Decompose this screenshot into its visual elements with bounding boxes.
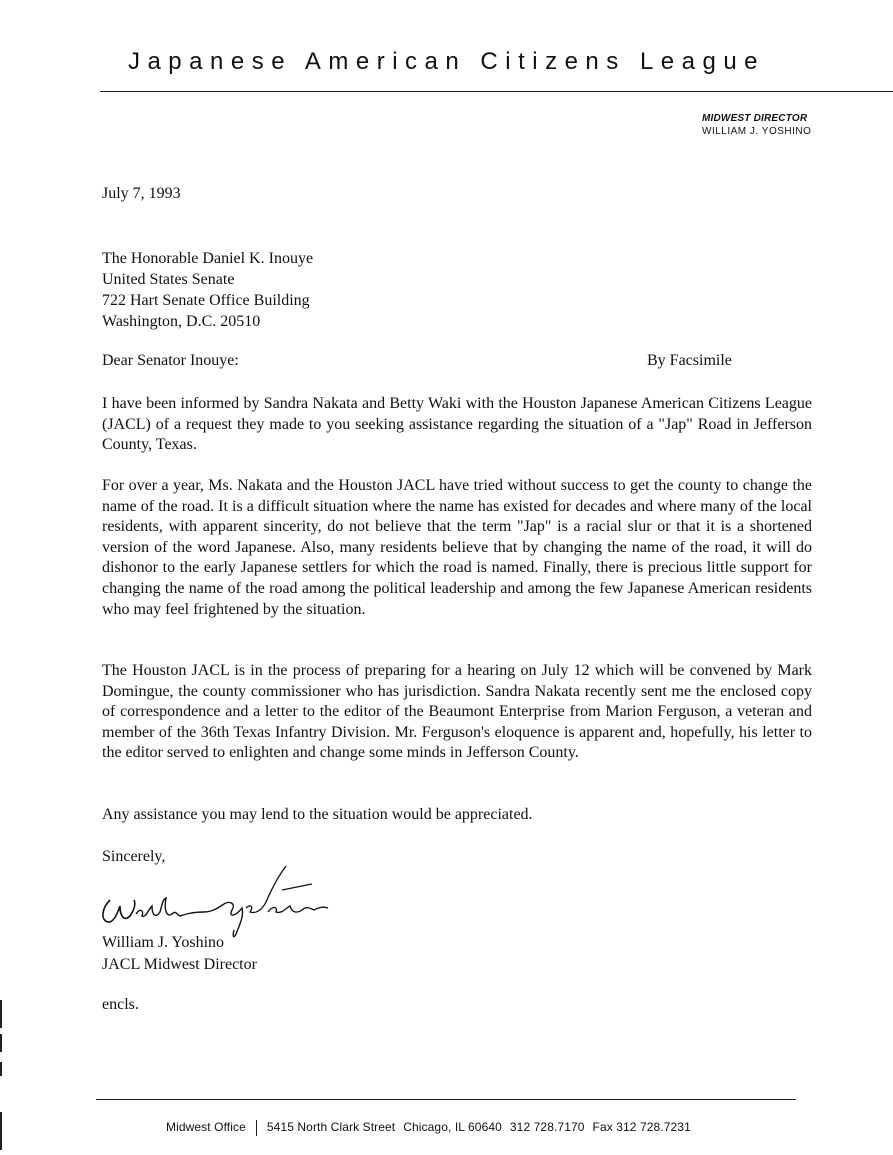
- director-block: [702, 112, 811, 138]
- recipient-line-3: 722 Hart Senate Office Building: [102, 292, 310, 309]
- recipient-line-4: Washington, D.C. 20510: [102, 313, 261, 330]
- body-paragraph-4: Any assistance you may lend to the situation would be appreciated.: [102, 806, 533, 823]
- body-paragraph-1: I have been informed by Sandra Nakata and Betty Waki with the Houston Japanese American Citizens League (JACL) of a request they made to you seeking assistance regarding the situation of a "Jap" Road in Jefferson County, Texas.: [102, 395, 812, 454]
- closing: Sincerely,: [102, 848, 166, 865]
- director-title: MIDWEST DIRECTOR: [702, 113, 808, 124]
- footer-office-label: Midwest Office: [166, 1120, 246, 1135]
- footer: [166, 1120, 691, 1136]
- body-paragraph-3: The Houston JACL is in the process of preparing for a hearing on July 12 which will be convened by Mark Domingue, the county commissioner who has jurisdiction. Sandra Nakata recently sent me the enclosed copy of correspondence and a letter to the editor of the Beaumont Enterprise from Marion Ferguson, a veteran and member of the 36th Texas Infantry Division. Mr. Ferguson's eloquence is apparent and, hopefully, his letter to the editor served to enlighten and change some minds in Jefferson County.: [102, 662, 812, 762]
- footer-divider: [96, 1099, 796, 1100]
- footer-city: Chicago, IL 60640: [403, 1120, 502, 1135]
- salutation: Dear Senator Inouye:: [102, 352, 239, 369]
- body-paragraph-2: For over a year, Ms. Nakata and the Houston JACL have tried without success to get the county to change the name of the road. It is a difficult situation where the name has existed for decades and where many of the local residents, with apparent sincerity, do not believe that the term "Jap" is a racial slur or that it is a shortened version of the word Japanese. Also, many residents believe that by changing the name of the road, it will do dishonor to the early Japanese settlers for which the road is named. Finally, there is precious little support for changing the name of the road among the political leadership and among the few Japanese American residents who may feel frightened by the situation.: [102, 477, 812, 618]
- organization-name: Japanese American Citizens League: [127, 48, 766, 75]
- recipient-line-2: United States Senate: [102, 271, 235, 288]
- recipient-line-1: The Honorable Daniel K. Inouye: [102, 250, 314, 267]
- director-name: WILLIAM J. YOSHINO: [702, 126, 812, 137]
- delivery-method: By Facsimile: [647, 352, 732, 369]
- footer-fax: Fax 312 728.7231: [592, 1120, 691, 1135]
- signature-block: [102, 932, 257, 976]
- footer-separator: [256, 1120, 257, 1136]
- signer-title: JACL Midwest Director: [102, 956, 257, 973]
- enclosures-note: encls.: [102, 996, 139, 1013]
- letterhead-divider: [100, 91, 893, 92]
- handwritten-signature-icon: [96, 860, 346, 940]
- recipient-address: [102, 248, 313, 332]
- letter-date: July 7, 1993: [102, 185, 181, 202]
- signer-name: William J. Yoshino: [102, 934, 225, 951]
- footer-street: 5415 North Clark Street: [266, 1120, 396, 1135]
- scan-edge-marks: [0, 1000, 2, 1150]
- footer-phone: 312 728.7170: [509, 1120, 585, 1135]
